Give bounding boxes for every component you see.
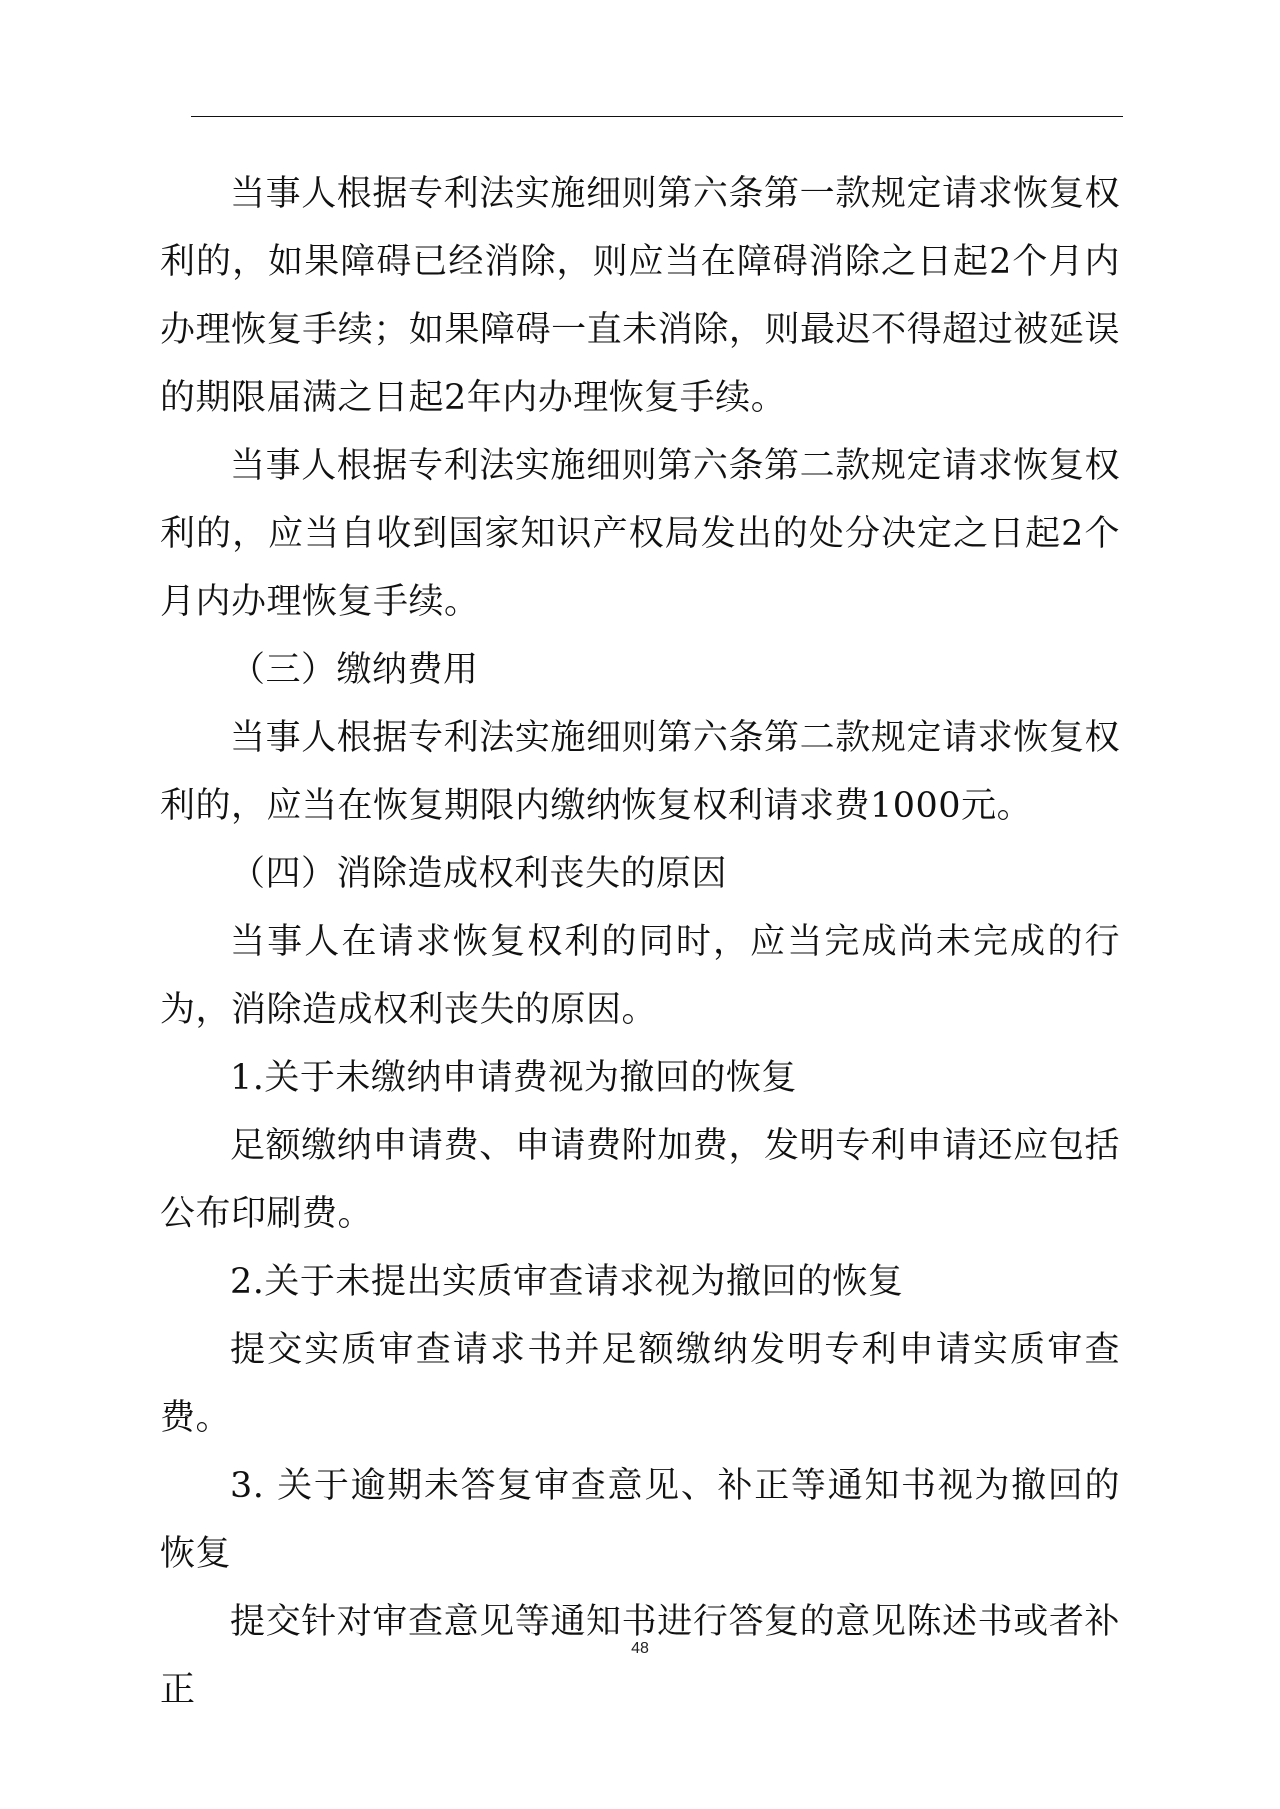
- subheading-application-fee: 1.关于未缴纳申请费视为撤回的恢复: [230, 1058, 797, 1098]
- paragraph-restore-deadline-obstacle: 当事人根据专利法实施细则第六条第一款规定请求恢复权利的，如果障碍已经消除，则应当在障碍消除之日起2个月内办理恢复手续；如果障碍一直未消除，则最迟不得超过被延误的期限届满之日起2年内办理恢复手续。: [160, 174, 1120, 418]
- paragraph-substantive-exam: 提交实质审查请求书并足额缴纳发明专利申请实质审查费。: [160, 1330, 1120, 1438]
- section-heading-fees: （三）缴纳费用: [230, 650, 479, 690]
- document-body: [160, 160, 1120, 1724]
- paragraph-fees: 当事人根据专利法实施细则第六条第二款规定请求恢复权利的，应当在恢复期限内缴纳恢复权利请求费1000元。: [160, 718, 1120, 826]
- paragraph-application-fee: 足额缴纳申请费、申请费附加费，发明专利申请还应包括公布印刷费。: [160, 1126, 1120, 1234]
- section-heading-eliminate-cause: （四）消除造成权利丧失的原因: [230, 854, 728, 894]
- paragraph-eliminate-cause: 当事人在请求恢复权利的同时，应当完成尚未完成的行为，消除造成权利丧失的原因。: [160, 922, 1120, 1030]
- subheading-overdue-response: 3. 关于逾期未答复审查意见、补正等通知书视为撤回的恢复: [160, 1466, 1120, 1574]
- page-number: 48: [631, 1640, 649, 1657]
- paragraph-restore-deadline-decision: 当事人根据专利法实施细则第六条第二款规定请求恢复权利的，应当自收到国家知识产权局发出的处分决定之日起2个月内办理恢复手续。: [160, 446, 1120, 622]
- header-rule: [191, 116, 1123, 117]
- paragraph-overdue-response: 提交针对审查意见等通知书进行答复的意见陈述书或者补正: [160, 1602, 1120, 1710]
- subheading-substantive-exam: 2.关于未提出实质审查请求视为撤回的恢复: [230, 1262, 904, 1302]
